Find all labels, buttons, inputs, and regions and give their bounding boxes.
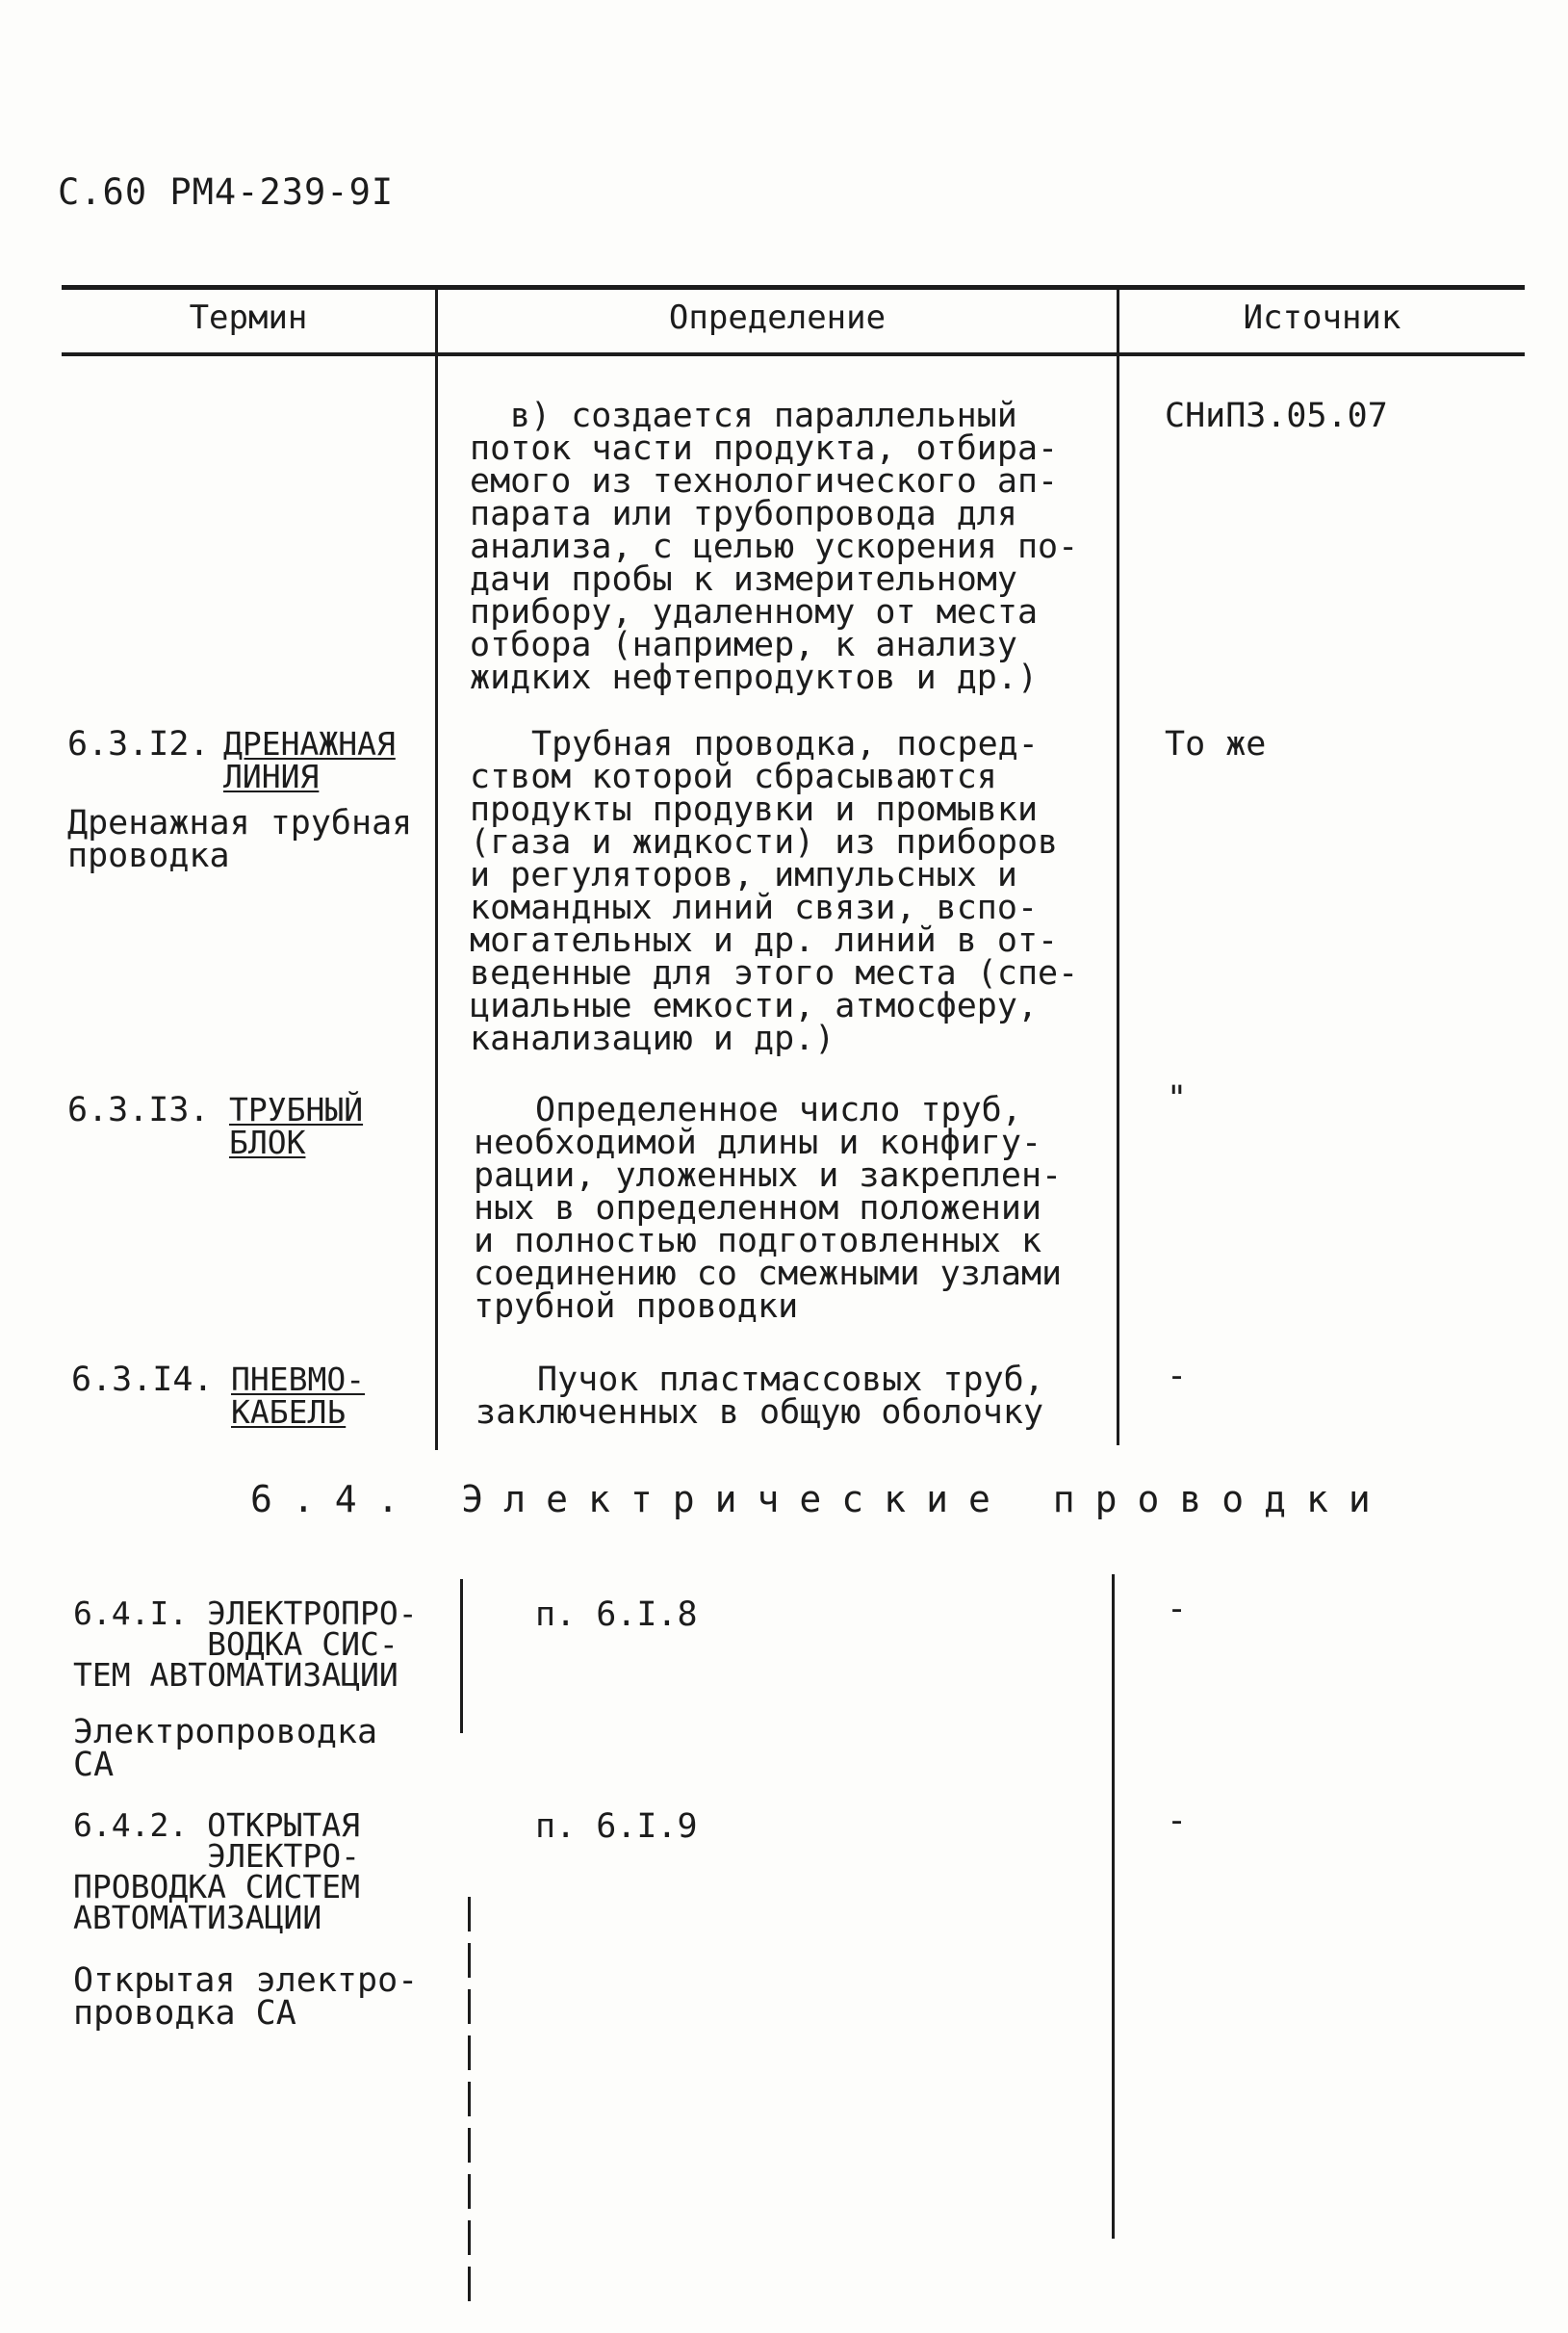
- term-number: 6.3.I2.: [67, 725, 210, 764]
- table-top-rule: [62, 285, 1525, 290]
- term-number: 6.3.I4.: [71, 1361, 214, 1399]
- section-title: Электрические проводки: [461, 1478, 1391, 1520]
- term-title: ДРЕНАЖНАЯ ЛИНИЯ: [223, 725, 396, 795]
- source-text: -: [1167, 1802, 1188, 1840]
- definition-text: п. 6.I.8: [535, 1595, 698, 1634]
- term-title: ПНЕВМО- КАБЕЛЬ: [231, 1361, 366, 1431]
- term-title: 6.4.2. ОТКРЫТАЯ ЭЛЕКТРО- ПРОВОДКА СИСТЕМ АВТОМАТИЗАЦИИ: [73, 1806, 361, 1936]
- source-text: ": [1167, 1079, 1188, 1118]
- section-number: 6.4.: [250, 1478, 420, 1520]
- term-title: 6.4.I. ЭЛЕКТРОПРО- ВОДКА СИС- ТЕМ АВТОМАТИЗАЦИИ: [73, 1594, 418, 1694]
- definition-text: в) создается параллельный поток части продукта, отбира- емого из технологического ап- парата или трубопровода для анализа, с целью ускорения по- дачи пробы к измерительному прибору, удаленному от места отбора (например, к анализу жидких нефтепродуктов и др.): [470, 397, 1079, 697]
- column-header-source: Источник: [1243, 298, 1401, 337]
- column-divider-1-lower-dashed: [468, 1897, 471, 2301]
- table-header-rule: [62, 352, 1525, 356]
- term-synonym: Открытая электро- проводка СА: [73, 1961, 419, 2033]
- term-number: 6.3.I3.: [67, 1091, 210, 1129]
- term-title: ТРУБНЫЙ БЛОК: [229, 1091, 364, 1161]
- definition-text: Трубная проводка, посред- ством которой сбрасываются продукты продувки и промывки (газа и жидкости) из приборов и регуляторов, импульсных и командных линий связи, вспо- могательных и др. линий в от- веденные для этого места (спе- циальные емкости, атмосферу, канализацию и др.): [470, 725, 1079, 1058]
- definition-text: Определенное число труб, необходимой длины и конфигу- рации, уложенных и закреплен- ных в определенном положении и полностью подготовленных к соединению со смежными узлами трубной проводки: [474, 1091, 1063, 1326]
- source-text: То же: [1165, 725, 1267, 764]
- column-divider-1-lower: [460, 1579, 463, 1733]
- source-text: -: [1167, 1357, 1188, 1395]
- column-divider-1: [435, 285, 438, 1450]
- column-header-definition: Определение: [668, 298, 887, 337]
- column-header-term: Термин: [189, 298, 308, 337]
- term-synonym: Электропроводка СА: [73, 1713, 378, 1784]
- term-synonym: Дренажная трубная проводка: [67, 804, 413, 875]
- source-text: СНиП3.05.07: [1165, 397, 1388, 435]
- section-heading: [250, 1478, 1391, 1520]
- column-divider-2-lower: [1112, 1574, 1115, 2239]
- definition-text: п. 6.I.9: [535, 1807, 698, 1846]
- page-header: С.60 РМ4-239-9I: [58, 171, 395, 213]
- source-text: -: [1167, 1590, 1188, 1628]
- column-divider-2: [1117, 285, 1119, 1445]
- definition-text: Пучок пластмассовых труб, заключенных в общую оболочку: [476, 1361, 1044, 1432]
